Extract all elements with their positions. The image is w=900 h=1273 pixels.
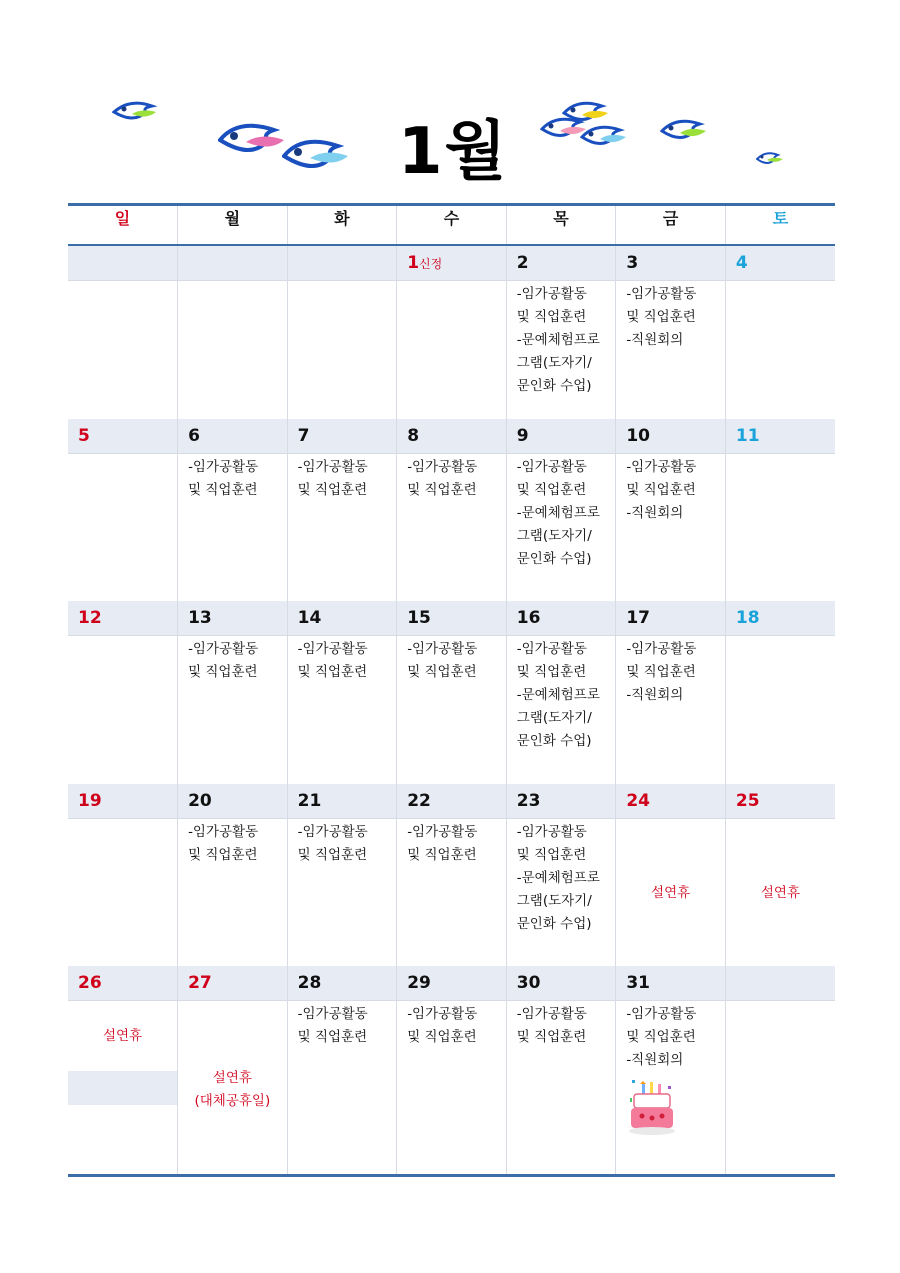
event-text: 및 직업훈련 [188, 664, 258, 680]
date-number: 25 [735, 790, 760, 811]
date-cell [506, 784, 616, 819]
date-number: 28 [297, 973, 322, 993]
event-text: 그램(도자기/ [516, 892, 592, 909]
event-text: 및 직업훈련 [516, 664, 587, 680]
event-cell [178, 453, 288, 601]
date-cell [725, 784, 835, 819]
weekday-mon: 월 [178, 205, 288, 246]
weekday-tue: 화 [287, 205, 397, 246]
date-cell-empty [725, 966, 835, 1001]
date-cell-empty [68, 245, 178, 281]
event-text: -임가공활동 [626, 458, 697, 475]
date-number: 31 [626, 973, 650, 993]
date-cell [397, 966, 507, 1001]
shaded-band [68, 1071, 177, 1105]
date-cell [616, 601, 726, 636]
date-number: 19 [78, 790, 102, 811]
event-text: 및 직업훈련 [297, 1029, 368, 1045]
date-cell [178, 419, 288, 454]
date-cell [397, 601, 507, 636]
event-text: 및 직업훈련 [516, 1029, 587, 1045]
date-number: 29 [407, 973, 431, 993]
date-number: 18 [735, 608, 760, 628]
date-number: 22 [407, 790, 431, 811]
page-title: 1월 [398, 115, 509, 189]
event-cell [68, 636, 178, 784]
date-number: 10 [626, 425, 650, 446]
event-cell [68, 818, 178, 966]
date-number: 23 [516, 790, 541, 811]
birthday-cake-icon [628, 1080, 676, 1136]
weekday-wed: 수 [397, 205, 507, 246]
week-2-dates [68, 419, 835, 454]
date-cell [506, 601, 616, 636]
event-cell [616, 636, 726, 784]
event-text: 및 직업훈련 [188, 481, 258, 498]
date-number: 2 [516, 253, 529, 273]
event-text: -임가공활동 [297, 1006, 368, 1022]
date-cell [725, 601, 835, 636]
date-cell [287, 601, 397, 636]
event-cell [725, 1001, 835, 1176]
date-cell [68, 784, 178, 819]
event-cell [397, 1001, 507, 1176]
date-number: 24 [626, 790, 650, 811]
event-text: -임가공활동 [407, 458, 478, 475]
date-cell [68, 601, 178, 636]
event-text: -임가공활동 [407, 1006, 478, 1022]
date-number: 5 [78, 425, 90, 446]
week-3-dates [68, 601, 835, 636]
event-text: -임가공활동 [626, 641, 697, 657]
event-text: 그램(도자기/ [516, 527, 592, 544]
weekday-thu: 목 [506, 205, 616, 246]
event-text: -임가공활동 [297, 823, 368, 840]
date-cell [397, 784, 507, 819]
event-text: 및 직업훈련 [297, 481, 368, 498]
event-text: 및 직업훈련 [516, 846, 587, 863]
event-cell [178, 818, 288, 966]
weekday-sat: 토 [725, 205, 835, 246]
week-1-events [68, 281, 835, 419]
date-cell [616, 966, 726, 1001]
date-number: 26 [78, 973, 102, 993]
date-number: 17 [626, 608, 650, 628]
date-number: 1 [407, 253, 420, 273]
event-cell [397, 281, 507, 419]
date-cell [287, 966, 397, 1001]
week-5-dates [68, 966, 835, 1001]
event-text: -임가공활동 [188, 641, 259, 657]
event-text: -문예체험프로 [516, 869, 600, 886]
event-cell [397, 636, 507, 784]
event-text: -문예체험프로 [516, 687, 600, 703]
date-number: 13 [188, 608, 212, 628]
event-cell [287, 818, 397, 966]
fish-decoration-icon [756, 150, 784, 168]
event-cell [287, 636, 397, 784]
date-number: 21 [297, 790, 322, 811]
event-text: 및 직업훈련 [407, 481, 477, 498]
date-cell [287, 784, 397, 819]
date-cell [287, 419, 397, 454]
event-cell [506, 818, 616, 966]
week-5-events [68, 1001, 835, 1176]
event-cell [725, 453, 835, 601]
event-text: 및 직업훈련 [297, 846, 368, 863]
event-cell [506, 636, 616, 784]
week-4-dates [68, 784, 835, 819]
event-cell [725, 818, 835, 966]
event-cell [725, 636, 835, 784]
holiday-label: 설연휴 [760, 884, 800, 901]
event-text: -임가공활동 [516, 823, 587, 840]
date-number: 6 [188, 425, 200, 446]
event-text: 및 직업훈련 [407, 1029, 477, 1045]
event-text: -직원회의 [626, 687, 684, 703]
event-cell [178, 1001, 288, 1176]
date-number: 7 [297, 425, 310, 446]
event-cell [397, 818, 507, 966]
weekday-header [68, 205, 835, 246]
date-number: 16 [516, 608, 541, 628]
date-cell [178, 966, 288, 1001]
fish-decoration-icon [112, 98, 160, 126]
event-cell [287, 1001, 397, 1176]
event-text: 및 직업훈련 [626, 664, 696, 680]
date-number: 4 [735, 253, 748, 273]
week-1-dates [68, 245, 835, 281]
event-text: -임가공활동 [516, 1006, 587, 1022]
event-text: 문인화 수업) [516, 550, 592, 567]
holiday-note: 신정 [419, 257, 443, 271]
week-4-events [68, 818, 835, 966]
date-number: 12 [78, 608, 102, 628]
date-cell-empty [178, 245, 288, 281]
fish-decoration-icon [218, 118, 288, 162]
date-cell-empty [287, 245, 397, 281]
event-text: 문인화 수업) [516, 733, 592, 749]
weekday-sun: 일 [68, 205, 178, 246]
date-cell [397, 245, 507, 281]
event-text: -직원회의 [626, 1052, 684, 1068]
event-text: 및 직업훈련 [407, 846, 477, 863]
date-cell [506, 245, 616, 281]
event-text: 및 직업훈련 [626, 481, 696, 498]
event-text: 및 직업훈련 [626, 309, 696, 325]
event-text: -임가공활동 [297, 458, 368, 475]
holiday-sublabel: (대체공휴일) [194, 1093, 271, 1109]
event-text: -문예체험프로 [516, 332, 600, 348]
event-cell [506, 281, 616, 419]
event-text: -임가공활동 [626, 286, 697, 302]
event-text: 및 직업훈련 [297, 664, 368, 680]
event-cell [616, 1001, 726, 1176]
event-cell [397, 453, 507, 601]
event-text: -임가공활동 [188, 823, 259, 840]
date-cell [616, 784, 726, 819]
event-cell [616, 453, 726, 601]
date-cell [178, 784, 288, 819]
date-cell [178, 601, 288, 636]
event-text: -직원회의 [626, 332, 684, 348]
holiday-label: 설연휴 [651, 884, 691, 901]
event-cell [287, 453, 397, 601]
event-cell [68, 453, 178, 601]
event-text: 및 직업훈련 [516, 309, 587, 325]
weekday-fri: 금 [616, 205, 726, 246]
date-cell [616, 245, 726, 281]
event-text: 문인화 수업) [516, 915, 592, 932]
event-cell [68, 1001, 178, 1176]
date-number: 27 [188, 973, 212, 993]
calendar-table [68, 203, 835, 1177]
holiday-label: 설연휴 [102, 1028, 143, 1044]
event-text: -임가공활동 [188, 458, 259, 475]
event-cell [178, 281, 288, 419]
fish-decoration-icon [660, 116, 708, 146]
date-cell [68, 419, 178, 454]
event-text: -임가공활동 [407, 641, 478, 657]
event-text: -임가공활동 [516, 458, 587, 475]
event-text: 및 직업훈련 [626, 1029, 696, 1045]
event-text: 그램(도자기/ [516, 355, 592, 371]
fish-decoration-icon [580, 122, 628, 152]
event-text: 및 직업훈련 [188, 846, 258, 863]
event-cell [616, 281, 726, 419]
event-text: -문예체험프로 [516, 504, 600, 521]
date-cell [397, 419, 507, 454]
event-text: 문인화 수업) [516, 378, 592, 394]
date-cell [68, 966, 178, 1001]
event-text: -임가공활동 [516, 641, 587, 657]
date-number: 15 [407, 608, 431, 628]
event-text: -임가공활동 [407, 823, 478, 840]
event-cell [506, 1001, 616, 1176]
event-cell [287, 281, 397, 419]
date-cell [616, 419, 726, 454]
fish-decoration-icon [282, 134, 352, 178]
date-cell [506, 419, 616, 454]
event-text: 그램(도자기/ [516, 710, 592, 726]
event-cell [68, 281, 178, 419]
date-number: 9 [516, 425, 529, 446]
holiday-label: 설연휴 [212, 1070, 252, 1086]
event-text: 및 직업훈련 [407, 664, 477, 680]
event-cell [506, 453, 616, 601]
event-text: -임가공활동 [516, 286, 587, 302]
event-text: -임가공활동 [297, 641, 368, 657]
week-3-events [68, 636, 835, 784]
event-text: -임가공활동 [626, 1006, 697, 1022]
date-number: 20 [188, 790, 212, 811]
date-number: 3 [626, 253, 639, 273]
week-2-events [68, 453, 835, 601]
date-number: 11 [735, 425, 760, 446]
date-cell [725, 419, 835, 454]
date-number: 8 [407, 425, 420, 446]
date-number: 14 [297, 608, 322, 628]
date-cell [506, 966, 616, 1001]
date-number: 30 [516, 973, 541, 993]
event-text: -직원회의 [626, 504, 684, 521]
event-cell [616, 818, 726, 966]
event-text: 및 직업훈련 [516, 481, 587, 498]
event-cell [178, 636, 288, 784]
event-cell [725, 281, 835, 419]
date-cell [725, 245, 835, 281]
